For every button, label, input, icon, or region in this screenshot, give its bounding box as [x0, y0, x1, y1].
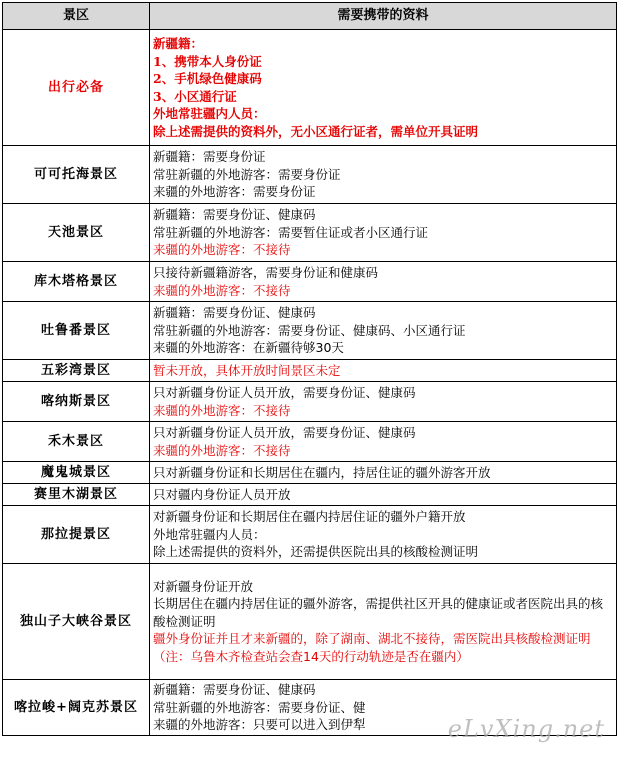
- requirement-line: 外地常驻疆内人员：: [153, 526, 266, 542]
- scenic-area-name: 喀拉峻+阔克苏景区: [3, 680, 150, 736]
- requirement-line: 来疆的外地游客：不接待: [153, 282, 291, 298]
- requirement-line: 暂未开放，具体开放时间景区未定: [153, 362, 341, 378]
- scenic-area-name: 魔鬼城景区: [3, 462, 150, 484]
- table-row: [3, 506, 617, 564]
- table-row: [3, 360, 617, 382]
- table-row: [3, 262, 617, 302]
- requirements-cell: [150, 360, 617, 382]
- requirement-line: 疆外身份证并且才来新疆的，除了湖南、湖北不接待，需医院出具核酸检测证明（注：乌鲁木齐检查站会查14天的行动轨迹是否在疆内）: [153, 631, 591, 664]
- requirement-line: 2、手机绿色健康码: [153, 71, 262, 86]
- scenic-area-name: 五彩湾景区: [3, 360, 150, 382]
- scenic-area-name: 独山子大峡谷景区: [3, 564, 150, 680]
- requirement-line: 来疆的外地游客：不接待: [153, 242, 291, 258]
- requirements-cell: [150, 30, 617, 146]
- requirement-line: 新疆籍：: [153, 36, 204, 51]
- table-row: [3, 462, 617, 484]
- scenic-area-name: 那拉提景区: [3, 506, 150, 564]
- requirement-line: 对新疆身份证和长期居住在疆内持居住证的疆外户籍开放: [153, 509, 466, 525]
- header-materials: 需要携带的资料: [150, 3, 617, 30]
- table-row: [3, 30, 617, 146]
- table-row: [3, 422, 617, 462]
- requirement-line: 1、携带本人身份证: [153, 53, 262, 69]
- requirement-line: 只接待新疆籍游客，需要身份证和健康码: [153, 265, 379, 280]
- requirement-line: 常驻新疆的外地游客：需要暂住证或者小区通行证: [153, 224, 429, 240]
- table-row: [3, 146, 617, 204]
- header-area: 景区: [3, 3, 150, 30]
- requirements-cell: [150, 382, 617, 422]
- requirement-line: 只对新疆身份证和长期居住在疆内，持居住证的疆外游客开放: [153, 464, 491, 480]
- requirement-line: 来疆的外地游客：需要身份证: [153, 184, 316, 200]
- requirements-cell: [150, 564, 617, 680]
- scenic-area-name: 吐鲁番景区: [3, 302, 150, 360]
- requirement-line: 常驻新疆的外地游客：需要身份证: [153, 166, 341, 182]
- scenic-area-name: 赛里木湖景区: [3, 484, 150, 506]
- requirement-line: 来疆的外地游客：不接待: [153, 402, 291, 418]
- requirement-line: 3、小区通行证: [153, 88, 237, 104]
- requirement-line: 长期居住在疆内持居住证的疆外游客，需提供社区开具的健康证或者医院出具的核酸检测证明: [153, 596, 604, 629]
- table-row: [3, 564, 617, 680]
- requirement-line: 只对新疆身份证人员开放，需要身份证、健康码: [153, 385, 416, 400]
- requirements-cell: [150, 262, 617, 302]
- scenic-area-name: 天池景区: [3, 204, 150, 262]
- table-row: [3, 204, 617, 262]
- requirement-line: 新疆籍：需要身份证: [153, 149, 266, 165]
- requirements-cell: [150, 506, 617, 564]
- scenic-area-name: 禾木景区: [3, 422, 150, 462]
- requirement-line: 只对疆内身份证人员开放: [153, 486, 291, 502]
- requirement-line: 除上述需提供的资料外，无小区通行证者，需单位开具证明: [153, 123, 479, 139]
- scenic-area-name: 喀纳斯景区: [3, 382, 150, 422]
- requirements-cell: [150, 484, 617, 506]
- scenic-area-requirements-table: [2, 2, 617, 736]
- scenic-area-name: 可可托海景区: [3, 146, 150, 204]
- requirement-line: 只对新疆身份证人员开放，需要身份证、健康码: [153, 425, 416, 440]
- scenic-area-name: 出行必备: [3, 30, 150, 146]
- header-row: [3, 3, 617, 30]
- requirements-cell: [150, 302, 617, 360]
- table-row: [3, 484, 617, 506]
- requirement-line: 除上述需提供的资料外，还需提供医院出具的核酸检测证明: [153, 544, 479, 560]
- requirement-line: 来疆的外地游客：只要可以进入到伊犁: [153, 717, 366, 733]
- requirement-line: 来疆的外地游客：在新疆待够30天: [153, 340, 344, 356]
- requirements-cell: [150, 462, 617, 484]
- requirements-cell: [150, 422, 617, 462]
- requirements-cell: [150, 204, 617, 262]
- requirements-cell: [150, 146, 617, 204]
- requirement-line: 新疆籍：需要身份证、健康码: [153, 682, 316, 698]
- requirement-line: 对新疆身份证开放: [153, 578, 254, 594]
- table-row: [3, 302, 617, 360]
- requirement-line: 新疆籍：需要身份证、健康码: [153, 207, 316, 223]
- requirement-line: 常驻新疆的外地游客：需要身份证、健康码、小区通行证: [153, 322, 466, 338]
- requirement-line: 来疆的外地游客：不接待: [153, 442, 291, 458]
- requirement-line: 常驻新疆的外地游客：需要身份证、健: [153, 699, 366, 715]
- scenic-area-name: 库木塔格景区: [3, 262, 150, 302]
- watermark: eLvXing.net: [447, 715, 605, 743]
- table-row: [3, 382, 617, 422]
- requirement-line: 新疆籍：需要身份证、健康码: [153, 305, 316, 321]
- requirement-line: 外地常驻疆内人员：: [153, 106, 266, 121]
